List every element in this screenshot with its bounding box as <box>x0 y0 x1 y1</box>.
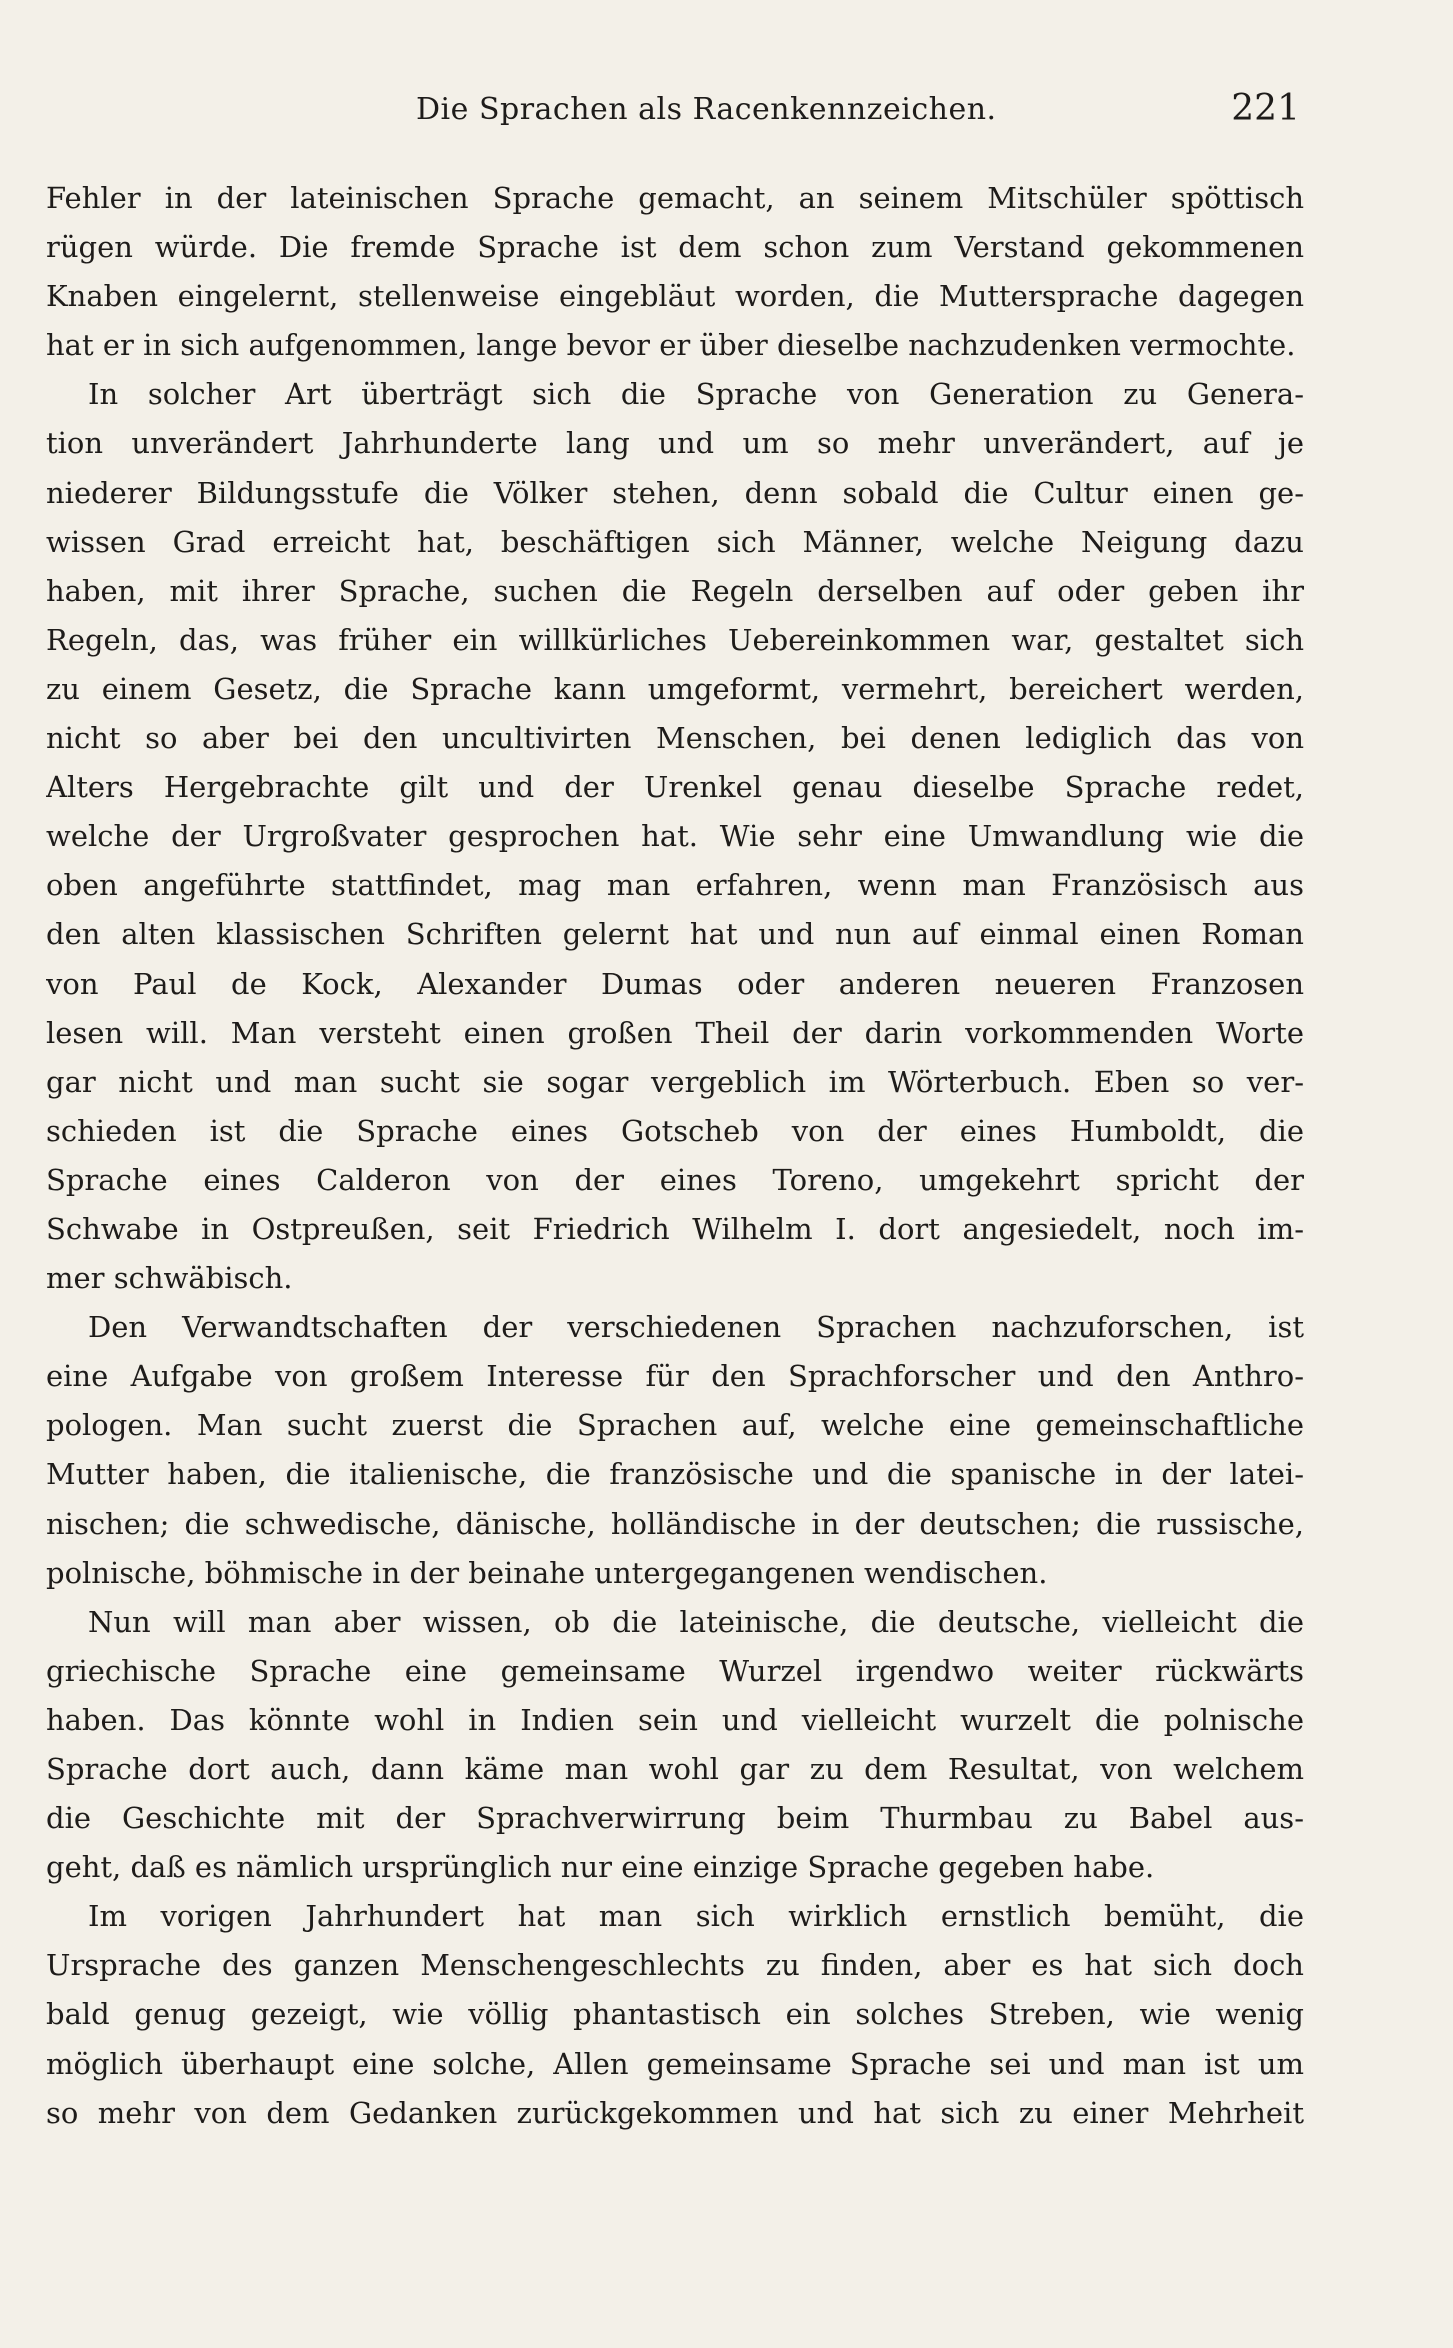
text-line: niederer Bildungsstufe die Völker stehen, denn sobald die Cultur einen ge- <box>46 475 1304 510</box>
text-line: lesen will. Man versteht einen großen Theil der darin vorkommenden Worte <box>46 1015 1304 1050</box>
text-line: Alters Hergebrachte gilt und der Urenkel genau dieselbe Sprache redet, <box>46 770 1304 805</box>
text-line: wissen Grad erreicht hat, beschäftigen sich Männer, welche Neigung dazu <box>46 524 1304 559</box>
text-line: nischen; die schwedische, dänische, holländische in der deutschen; die russische, <box>46 1506 1304 1541</box>
text-line: Sprache dort auch, dann käme man wohl gar zu dem Resultat, von welchem <box>46 1752 1304 1786</box>
text-line: Sprache eines Calderon von der eines Toreno, umgekehrt spricht der <box>46 1162 1304 1197</box>
text-line: tion unverändert Jahrhunderte lang und um so mehr unverändert, auf je <box>46 426 1304 461</box>
text-line: polnische, böhmische in der beinahe untergegangenen wendischen. <box>46 1555 1048 1590</box>
text-line: nicht so aber bei den uncultivirten Menschen, bei denen lediglich das von <box>46 721 1304 756</box>
text-line: Fehler in der lateinischen Sprache gemacht, an seinem Mitschüler spöttisch <box>46 181 1304 215</box>
text-line: pologen. Man sucht zuerst die Sprachen auf, welche eine gemeinschaftliche <box>46 1408 1304 1443</box>
body-text <box>46 174 1304 2138</box>
text-line: eine Aufgabe von großem Interesse für den Sprachforscher und den Anthro- <box>46 1359 1304 1394</box>
text-line: Knaben eingelernt, stellenweise eingebläut worden, die Muttersprache dagegen <box>46 279 1304 314</box>
text-line: Ursprache des ganzen Menschengeschlechts zu finden, aber es hat sich doch <box>46 1948 1304 1983</box>
text-line: Mutter haben, die italienische, die französische und die spanische in der latei- <box>46 1457 1304 1492</box>
text-line: hat er in sich aufgenommen, lange bevor er über dieselbe nachzudenken vermochte. <box>46 328 1296 363</box>
page-number: 221 <box>1231 88 1300 129</box>
text-line: haben, mit ihrer Sprache, suchen die Regeln derselben auf oder geben ihr <box>46 573 1304 608</box>
page-header <box>46 88 1300 138</box>
text-line: möglich überhaupt eine solche, Allen gemeinsame Sprache sei und man ist um <box>46 2046 1304 2081</box>
text-line: Den Verwandtschaften der verschiedenen Sprachen nachzuforschen, ist <box>88 1310 1304 1345</box>
text-line: Nun will man aber wissen, ob die lateinische, die deutsche, vielleicht die <box>88 1604 1304 1639</box>
text-line: Regeln, das, was früher ein willkürliches Uebereinkommen war, gestaltet sich <box>46 622 1304 657</box>
text-line: oben angeführte stattfindet, mag man erfahren, wenn man Französisch aus <box>46 868 1304 903</box>
text-line: von Paul de Kock, Alexander Dumas oder anderen neueren Franzosen <box>46 966 1304 1001</box>
text-line: Im vorigen Jahrhundert hat man sich wirklich ernstlich bemüht, die <box>88 1899 1304 1934</box>
text-line: den alten klassischen Schriften gelernt hat und nun auf einmal einen Roman <box>46 917 1304 952</box>
text-line: rügen würde. Die fremde Sprache ist dem schon zum Verstand gekommenen <box>46 230 1304 265</box>
text-line: gar nicht und man sucht sie sogar vergeblich im Wörterbuch. Eben so ver- <box>46 1064 1304 1099</box>
text-line: schieden ist die Sprache eines Gotscheb von der eines Humboldt, die <box>46 1113 1304 1148</box>
text-line: so mehr von dem Gedanken zurückgekommen und hat sich zu einer Mehrheit <box>46 2095 1304 2130</box>
text-line: welche der Urgroßvater gesprochen hat. Wie sehr eine Umwandlung wie die <box>46 819 1304 854</box>
text-line: bald genug gezeigt, wie völlig phantastisch ein solches Streben, wie wenig <box>46 1997 1304 2032</box>
running-title: Die Sprachen als Racenkennzeichen. <box>416 92 997 127</box>
text-line: haben. Das könnte wohl in Indien sein und vielleicht wurzelt die polnische <box>46 1702 1304 1737</box>
text-line: mer schwäbisch. <box>46 1261 293 1296</box>
text-line: die Geschichte mit der Sprachverwirrung beim Thurmbau zu Babel aus- <box>46 1801 1304 1836</box>
text-line: griechische Sprache eine gemeinsame Wurzel irgendwo weiter rückwärts <box>46 1653 1304 1688</box>
text-line: Schwabe in Ostpreußen, seit Friedrich Wilhelm I. dort angesiedelt, noch im- <box>46 1211 1304 1246</box>
text-line: zu einem Gesetz, die Sprache kann umgeformt, vermehrt, bereichert werden, <box>46 671 1304 706</box>
text-line: In solcher Art überträgt sich die Sprache von Generation zu Genera- <box>88 377 1304 412</box>
text-line: geht, daß es nämlich ursprünglich nur eine einzige Sprache gegeben habe. <box>46 1850 1155 1885</box>
